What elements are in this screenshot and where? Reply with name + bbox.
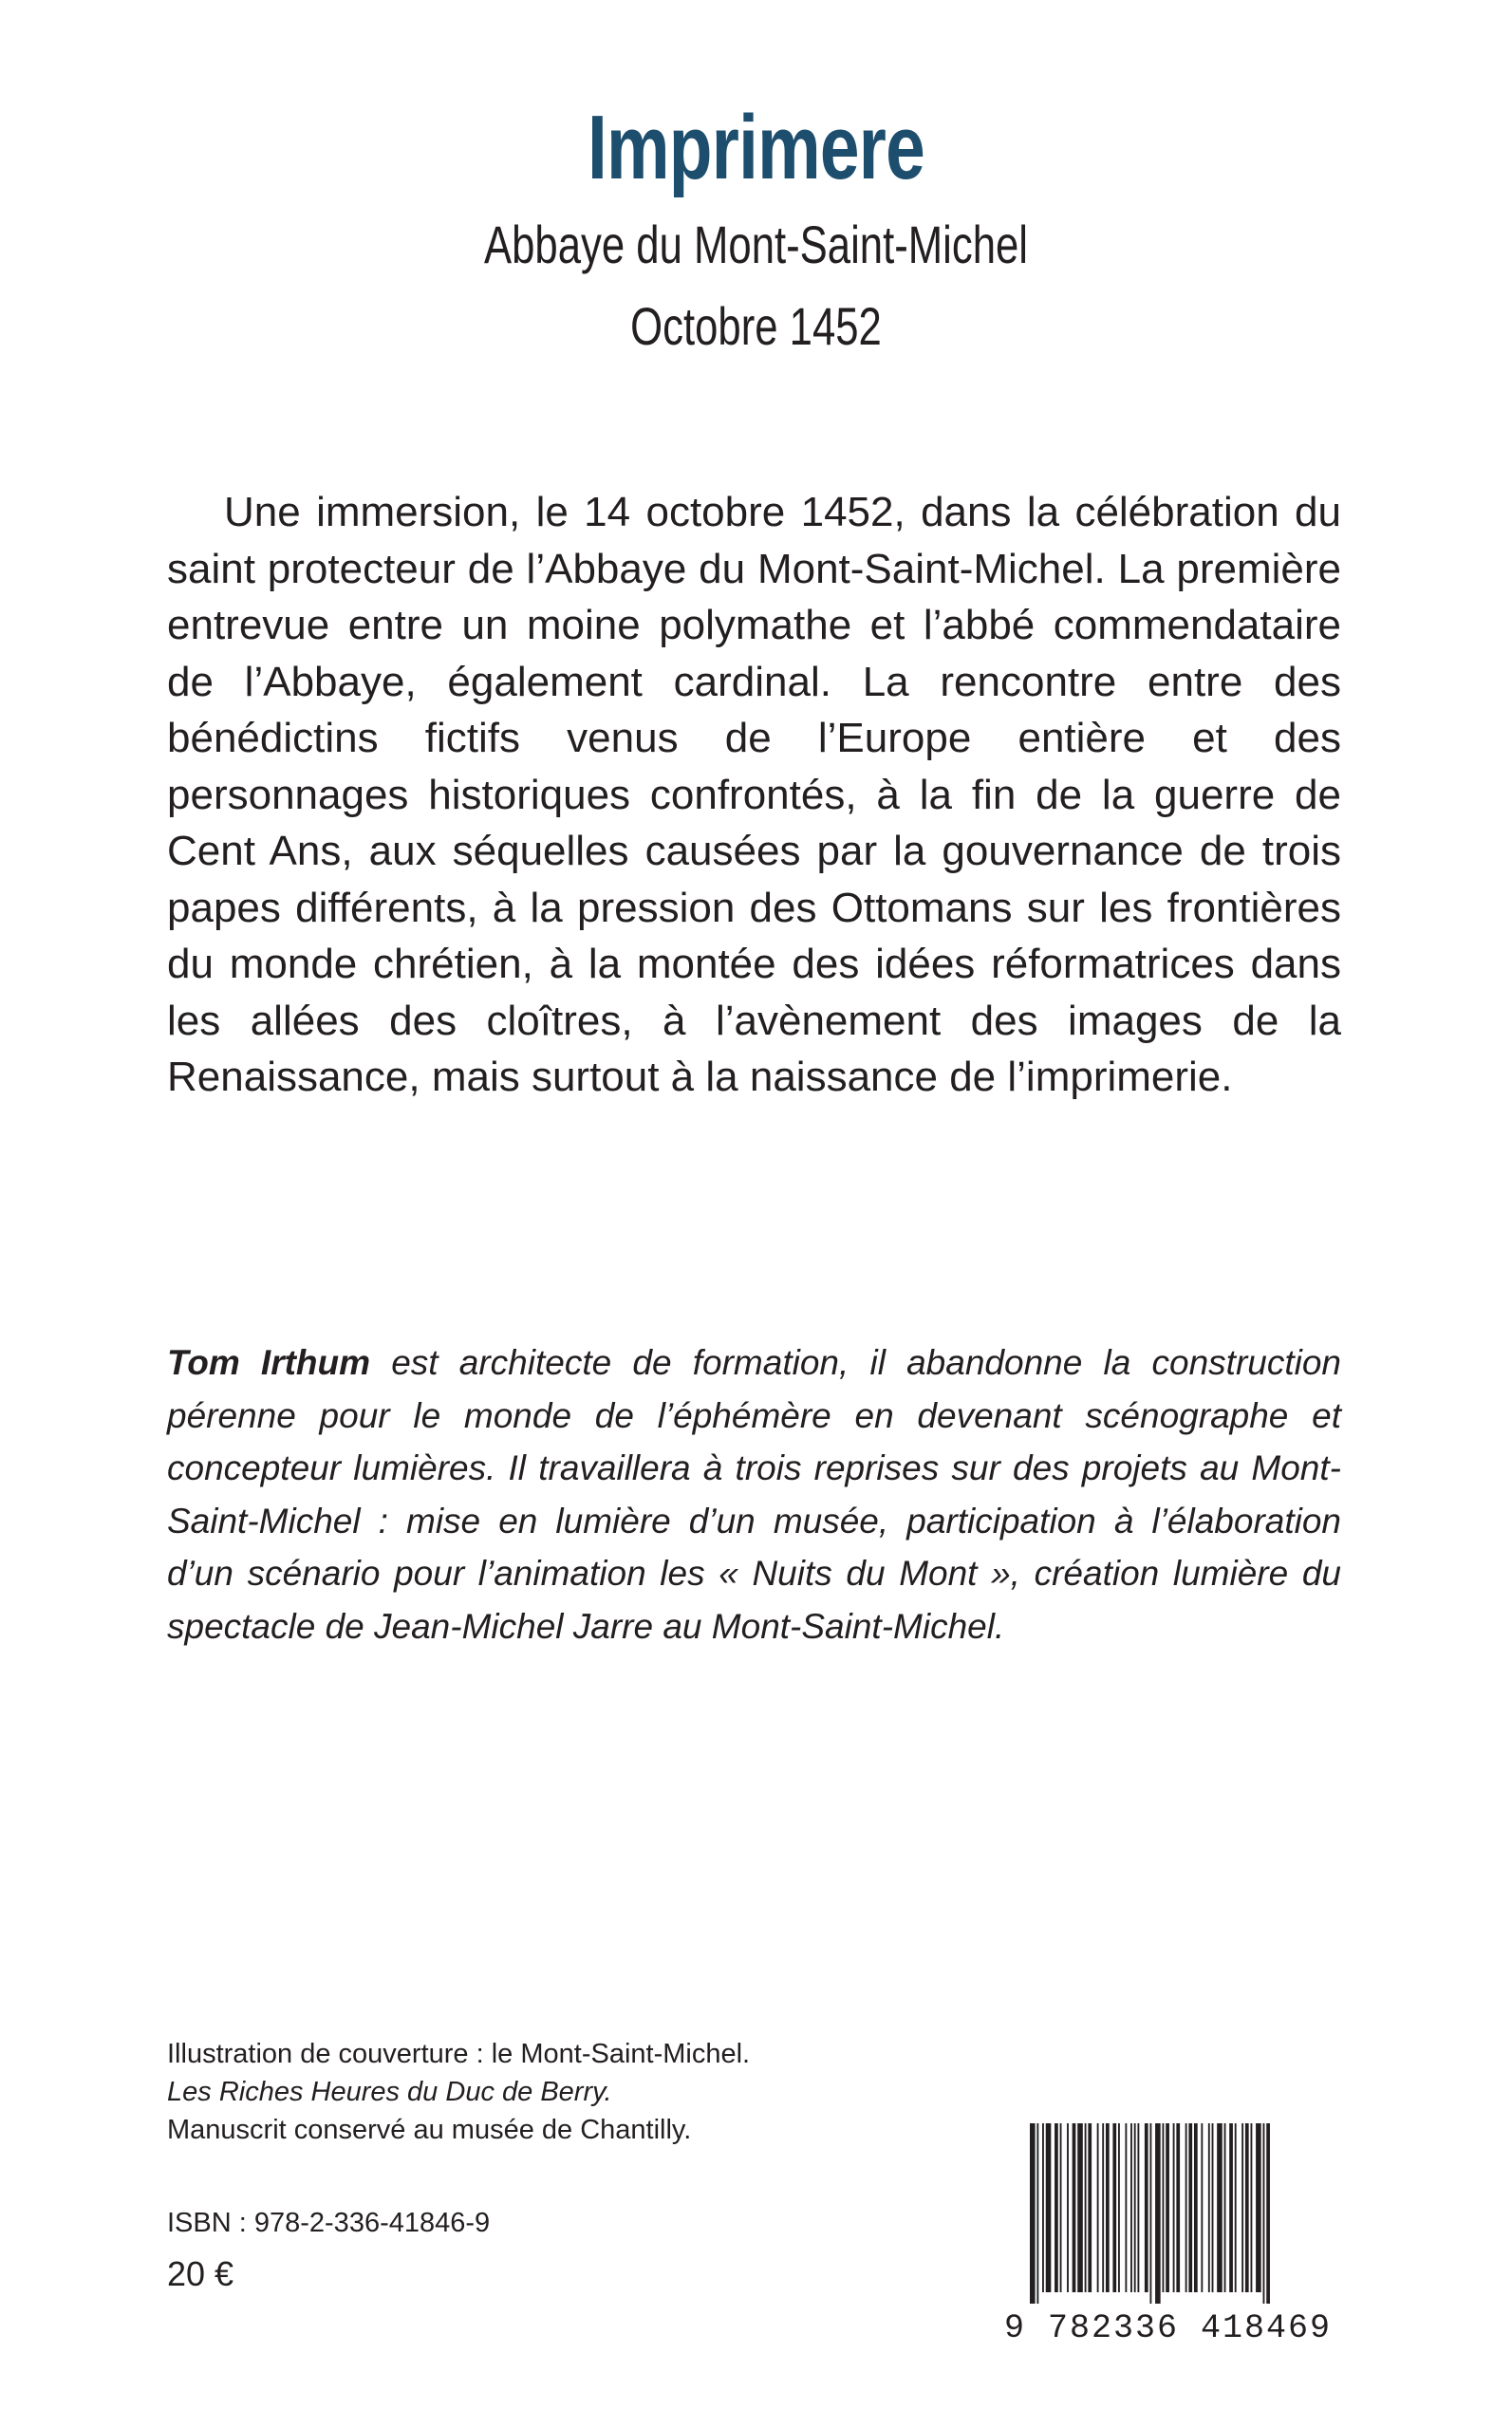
barcode-bar xyxy=(1194,2123,1198,2292)
credit-line-manuscript: Manuscrit conservé au musée de Chantilly. xyxy=(167,2115,692,2145)
barcode-bar xyxy=(1155,2123,1161,2304)
barcode-bar xyxy=(1149,2123,1151,2304)
author-bio xyxy=(167,1336,1341,1653)
barcode-bar xyxy=(1256,2123,1261,2292)
barcode-bar xyxy=(1145,2123,1148,2292)
isbn-text: ISBN : 978-2-336-41846-9 xyxy=(167,2208,491,2238)
author-bio-text: est architecte de formation, il abandonne la construction pérenne pour le monde de l’éphémère en devenant scénographe et concepteur lumières. Il travaillera à trois reprises sur des projets au Mont-Saint-Michel : mise en lumière d’un musée, participation à l’élaboration d’un scénario pour l’animation les « Nuits du Mont », création lumière du spectacle de Jean-Michel Jarre au Mont-Saint-Michel. xyxy=(167,1343,1341,1646)
barcode-bar xyxy=(1263,2123,1265,2304)
barcode-bar xyxy=(1163,2123,1165,2292)
barcode-bar xyxy=(1118,2123,1120,2292)
barcode-bar xyxy=(1188,2123,1192,2292)
barcode-bar xyxy=(1173,2123,1175,2292)
barcode-bar xyxy=(1125,2123,1127,2292)
barcode-bar xyxy=(1077,2123,1083,2292)
barcode-bar xyxy=(1073,2123,1076,2292)
barcode-bar xyxy=(1229,2123,1233,2292)
credit-line-illustration: Illustration de couverture : le Mont-Saint-Michel. xyxy=(167,2039,751,2069)
barcode-bar xyxy=(1241,2123,1243,2292)
barcode xyxy=(1001,2123,1334,2304)
barcode-bar xyxy=(1176,2123,1180,2292)
barcode-bar xyxy=(1112,2123,1116,2292)
price-text: 20 € xyxy=(167,2254,234,2293)
barcode-bar xyxy=(1201,2123,1203,2292)
barcode-bar xyxy=(1137,2123,1139,2292)
cover-credits xyxy=(167,2035,750,2149)
barcode-bar xyxy=(1030,2123,1036,2304)
barcode-bar xyxy=(1088,2123,1092,2292)
credit-line-source: Les Riches Heures du Duc de Berry. xyxy=(167,2077,612,2107)
barcode-bar xyxy=(1046,2123,1052,2292)
title-block xyxy=(0,97,1512,356)
barcode-bar xyxy=(1102,2123,1104,2292)
barcode-bar xyxy=(1060,2123,1062,2292)
barcode-bar xyxy=(1097,2123,1099,2292)
barcode-digits: 9 782336 418469 xyxy=(1004,2309,1333,2347)
barcode-bar xyxy=(1235,2123,1237,2292)
author-name: Tom Irthum xyxy=(167,1343,371,1382)
barcode-bar xyxy=(1212,2123,1214,2292)
book-title: Imprimere xyxy=(587,97,925,198)
barcode-bar xyxy=(1134,2123,1136,2292)
barcode-bar xyxy=(1166,2123,1169,2292)
barcode-bar xyxy=(1251,2123,1253,2292)
barcode-bar xyxy=(1224,2123,1226,2292)
book-subtitle-location: Abbaye du Mont-Saint-Michel xyxy=(484,215,1028,274)
book-subtitle-date: Octobre 1452 xyxy=(630,296,882,356)
barcode-bar xyxy=(1245,2123,1249,2292)
synopsis-paragraph: Une immersion, le 14 octobre 1452, dans la célébration du saint protecteur de l’Abbaye du Mont-Saint-Michel. La première entrevue entre un moine polymathe et l’abbé commendataire de l’Abbaye, également cardinal. La rencontre entre des bénédictins fictifs venus de l’Europe entière et des personnages historiques confrontés, à la fin de la guerre de Cent Ans, aux séquelles causées par la gouvernance de trois papes différents, à la pression des Ottomans sur les frontières du monde chrétien, à la montée des idées réformatrices dans les allées des cloîtres, à l’avènement des images de la Renaissance, mais surtout à la naissance de l’imprimerie. xyxy=(167,489,1341,1100)
barcode-bar xyxy=(1185,2123,1187,2292)
barcode-bar xyxy=(1266,2123,1270,2304)
barcode-bars xyxy=(1030,2123,1315,2304)
barcode-bar xyxy=(1036,2123,1038,2304)
barcode-bar xyxy=(1055,2123,1058,2292)
barcode-bar xyxy=(1130,2123,1132,2292)
barcode-bar xyxy=(1106,2123,1110,2292)
barcode-bar xyxy=(1067,2123,1069,2292)
barcode-bar xyxy=(1217,2123,1223,2292)
barcode-bar xyxy=(1042,2123,1044,2292)
barcode-bar xyxy=(1208,2123,1210,2292)
barcode-bar xyxy=(1085,2123,1087,2292)
